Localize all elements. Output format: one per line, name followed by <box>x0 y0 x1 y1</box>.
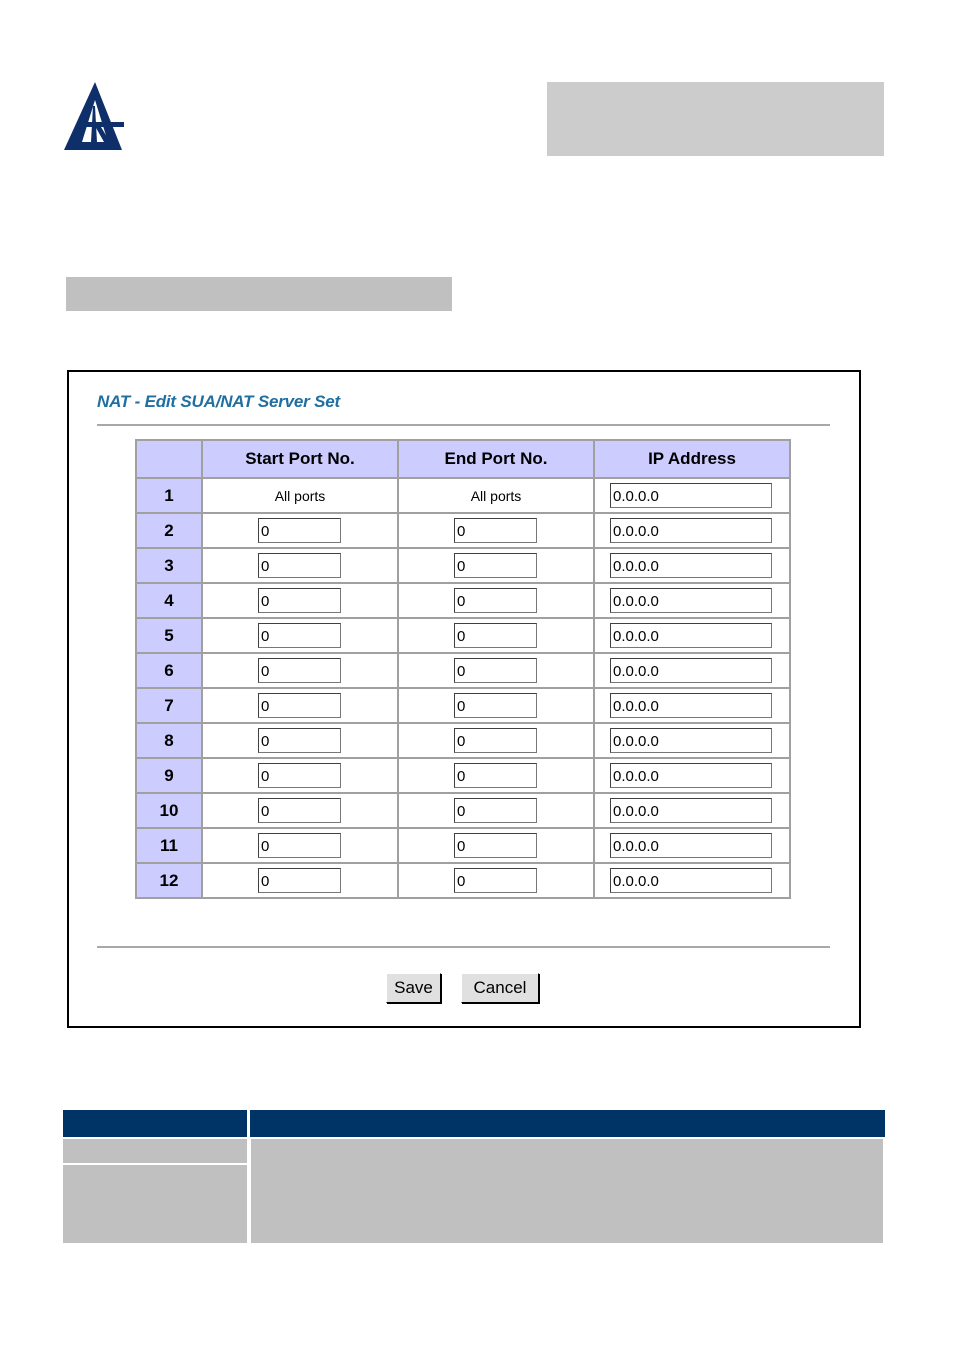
description-cell-label-1 <box>63 1139 247 1163</box>
ip-address-input[interactable]: 0.0.0.0 <box>610 553 772 578</box>
table-row <box>136 793 790 828</box>
end-port-input[interactable]: 0 <box>454 833 537 858</box>
start-port-input[interactable]: 0 <box>258 623 341 648</box>
table-row <box>136 723 790 758</box>
nat-server-table <box>135 439 791 899</box>
end-port-input[interactable]: 0 <box>454 588 537 613</box>
nat-edit-panel <box>67 370 861 1028</box>
table-row <box>136 583 790 618</box>
description-cell-label-2 <box>63 1165 247 1243</box>
start-port-text: All ports <box>202 478 398 513</box>
ip-address-input[interactable]: 0.0.0.0 <box>610 518 772 543</box>
ip-address-input[interactable]: 0.0.0.0 <box>610 623 772 648</box>
header-gray-box <box>547 82 884 156</box>
start-port-input[interactable]: 0 <box>258 588 341 613</box>
bottom-divider <box>97 946 830 948</box>
section-heading-bar <box>66 277 452 311</box>
ip-address-input[interactable]: 0.0.0.0 <box>610 763 772 788</box>
col-header-end-port: End Port No. <box>398 440 594 478</box>
table-row <box>136 688 790 723</box>
panel-title: NAT - Edit SUA/NAT Server Set <box>97 392 340 411</box>
start-port-input[interactable]: 0 <box>258 728 341 753</box>
col-header-start-port: Start Port No. <box>202 440 398 478</box>
end-port-text: All ports <box>398 478 594 513</box>
top-divider <box>97 424 830 426</box>
row-index: 7 <box>136 688 202 723</box>
col-header-index <box>136 440 202 478</box>
table-row <box>136 478 790 513</box>
end-port-input[interactable]: 0 <box>454 693 537 718</box>
ip-address-input[interactable]: 0.0.0.0 <box>610 483 772 508</box>
end-port-input[interactable]: 0 <box>454 553 537 578</box>
start-port-input[interactable]: 0 <box>258 553 341 578</box>
start-port-input[interactable]: 0 <box>258 518 341 543</box>
start-port-input[interactable]: 0 <box>258 833 341 858</box>
ip-address-input[interactable]: 0.0.0.0 <box>610 798 772 823</box>
table-row <box>136 653 790 688</box>
atlantis-logo-icon <box>64 82 126 152</box>
ip-address-input[interactable]: 0.0.0.0 <box>610 833 772 858</box>
ip-address-input[interactable]: 0.0.0.0 <box>610 868 772 893</box>
end-port-input[interactable]: 0 <box>454 868 537 893</box>
row-index: 12 <box>136 863 202 898</box>
col-header-ip-address: IP Address <box>594 440 790 478</box>
row-index: 9 <box>136 758 202 793</box>
table-header-row <box>136 440 790 478</box>
end-port-input[interactable]: 0 <box>454 658 537 683</box>
row-index: 1 <box>136 478 202 513</box>
start-port-input[interactable]: 0 <box>258 658 341 683</box>
table-row <box>136 828 790 863</box>
row-index: 3 <box>136 548 202 583</box>
table-row <box>136 758 790 793</box>
start-port-input[interactable]: 0 <box>258 763 341 788</box>
description-column-divider <box>247 1110 250 1243</box>
save-button[interactable]: Save <box>386 973 441 1003</box>
start-port-input[interactable]: 0 <box>258 798 341 823</box>
row-index: 6 <box>136 653 202 688</box>
end-port-input[interactable]: 0 <box>454 518 537 543</box>
description-table-header <box>63 1110 885 1137</box>
end-port-input[interactable]: 0 <box>454 623 537 648</box>
ip-address-input[interactable]: 0.0.0.0 <box>610 693 772 718</box>
table-row <box>136 618 790 653</box>
start-port-input[interactable]: 0 <box>258 868 341 893</box>
row-index: 2 <box>136 513 202 548</box>
row-index: 11 <box>136 828 202 863</box>
end-port-input[interactable]: 0 <box>454 798 537 823</box>
cancel-button[interactable]: Cancel <box>461 973 539 1003</box>
description-cell-text <box>251 1139 883 1243</box>
table-row <box>136 513 790 548</box>
row-index: 8 <box>136 723 202 758</box>
table-row <box>136 548 790 583</box>
end-port-input[interactable]: 0 <box>454 728 537 753</box>
ip-address-input[interactable]: 0.0.0.0 <box>610 728 772 753</box>
row-index: 4 <box>136 583 202 618</box>
ip-address-input[interactable]: 0.0.0.0 <box>610 658 772 683</box>
table-row <box>136 863 790 898</box>
end-port-input[interactable]: 0 <box>454 763 537 788</box>
ip-address-input[interactable]: 0.0.0.0 <box>610 588 772 613</box>
description-table <box>63 1110 885 1243</box>
start-port-input[interactable]: 0 <box>258 693 341 718</box>
row-index: 10 <box>136 793 202 828</box>
row-index: 5 <box>136 618 202 653</box>
